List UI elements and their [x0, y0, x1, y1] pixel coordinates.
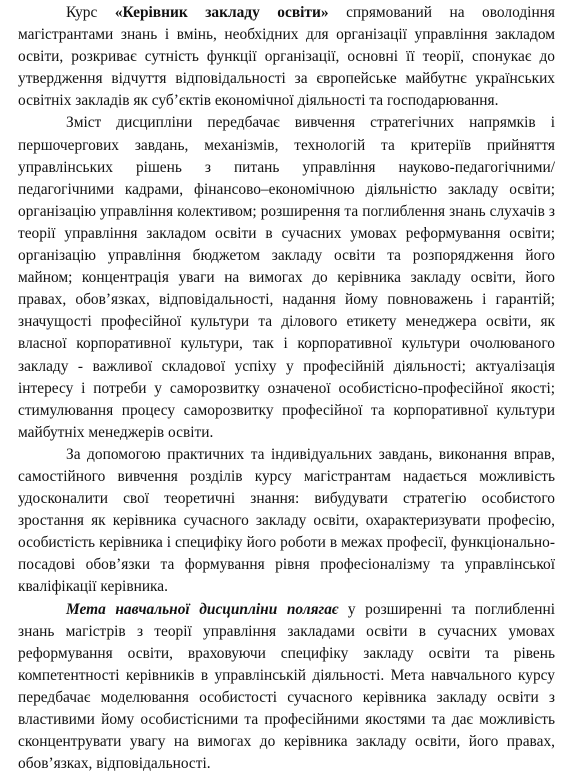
paragraph-text: Курс [66, 4, 115, 21]
paragraph-text: у розширенні та поглибленні знань магістрів з теорії управління закладами освіти в сучасних умовах реформування освіти, враховуючи специфіку закладу освіти та рівень компетентності керівників в управлінській діяльності. Мета навчального курсу передбачає моделювання особистості сучасного керівника закладу освіти з властивими йому особистісними та професійними якостями та дає можливість сконцентрувати увагу на вимогах до керівника закладу освіти, його правах, обов’язках, відповідальності. [18, 600, 556, 773]
paragraph-practical-tasks [18, 444, 555, 599]
paragraph-text: спрямований на оволодіння магістрантами знань і вмінь, необхідних для організації управління закладом освіти, розкриває сутність функції організації, основні її теорії, спонукає до утвердження відчуття відповідальності за європейське майбутнє українських освітніх закладів як суб’єктів економічної діяльності та господарювання. [18, 4, 555, 110]
paragraph-course-content [18, 112, 555, 443]
paragraph-text: Зміст дисципліни передбачає вивчення стратегічних напрямків і першочергових завдань, механізмів, технологій та критеріїв прийняття управлінських рішень з питань управління науково-педагогічними/педагогічними кадрами, фінансово–економічною діяльністю закладу освіти; організацію управління колективом; розширення та поглиблення знань слухачів з теорії управління закладом освіти в сучасних умовах реформування освіти; організацію управління бюджетом закладу освіти та розпорядження його майном; концентрація уваги на вимогах до керівника закладу освіти, його правах, обов’язках, відповідальності, надання йому повноважень і гарантій; значущості професійної культури та ділового етикету менеджера освіти, як власної корпоративної культури, так і корпоративної культури очолюваного закладу - важливої складової успіху у професійній діяльності; актуалізація інтересу і потреби у саморозвитку означеної особистісно-професійної якості; стимулювання процесу саморозвитку професійної та корпоративної культури майбутніх менеджерів освіти. [18, 114, 555, 441]
course-title: «Керівник закладу освіти» [114, 4, 329, 21]
paragraph-course-goal [18, 599, 555, 775]
paragraph-text: За допомогою практичних та індивідуальних завдань, виконання вправ, самостійного вивчення розділів курсу магістрантам надається можливість удосконалити свої теоретичні знання: вибудувати стратегію особистого зростання як керівника сучасного закладу освіти, охарактеризувати професію, особистість керівника і специфіку його роботи в межах професії, функціонально-посадові обов’язки та формування рівня професіоналізму та управлінської кваліфікації керівника. [18, 445, 555, 596]
paragraph-course-intro [18, 2, 555, 112]
goal-heading: Мета навчальної дисципліни полягає [66, 600, 339, 618]
